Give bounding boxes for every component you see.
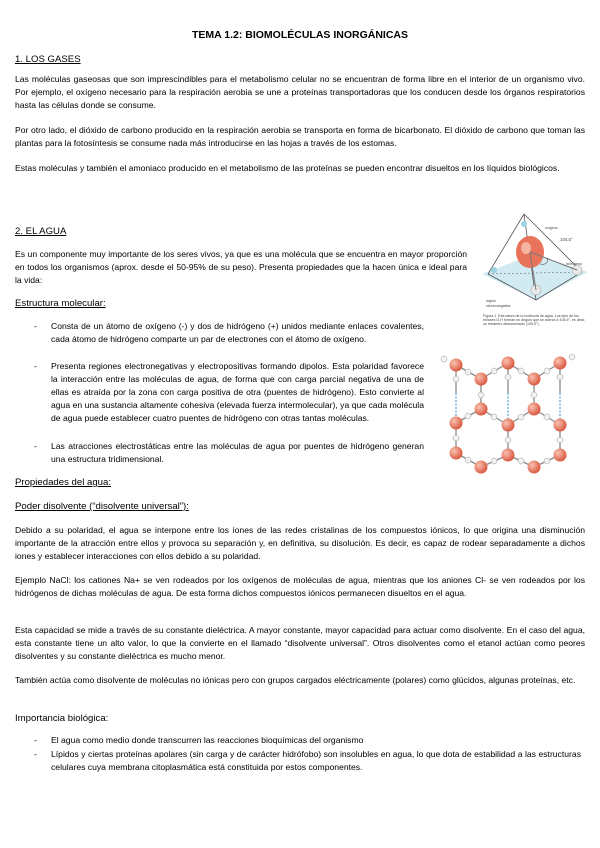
- list-bullet: -: [34, 321, 37, 331]
- list-bullet: -: [34, 441, 37, 451]
- estructura-item-1: Consta de un átomo de oxígeno (-) y dos de hidrógeno (+) unidos mediante enlaces covalentes, cada átomo de hidrógeno comparte un par de electrones con el átomo de oxígeno.: [51, 321, 424, 344]
- poder-paragraph-4: También actúa como disolvente de moléculas no iónicas pero con grupos cargados eléctricamente (polares) como glúcidos, algunas proteínas, etc.: [15, 675, 576, 685]
- estructura-item-2: Presenta regiones electronegativas y electropositivas formando dipolos. Esta polaridad favorece la interacción entre las moléculas de agua, de forma que con carga parcial negativa de una de ellas es atraída por la zona con carga positiva de otra (puentes de hidrógeno). Esto convierte al agua en una sustancia altamente cohesiva (elevada fuerza intermolecular), ya que cada molécula de agua puede establecer cuatro puentes de hidrógeno con otras tantas moléculas.: [51, 361, 424, 423]
- ice-lattice-figure: [436, 345, 588, 477]
- importancia-item-2: Lípidos y ciertas proteínas apolares (sin carga y de carácter hidrófobo) son insolubles en agua, lo que dota de estabilidad a las estructuras celulares cuya membrana citoplasmática está constituida por estos componentes.: [51, 749, 581, 772]
- water-molecule-tetrahedron-figure: [482, 212, 590, 302]
- estructura-heading: Estructura molecular:: [15, 298, 106, 309]
- list-bullet: -: [34, 735, 37, 745]
- hydrogen-label: hidrógeno: [566, 262, 582, 266]
- angle-label: 104,5°: [560, 237, 573, 242]
- importancia-item-1: El agua como medio donde transcurren las reacciones bioquímicas del organismo: [51, 735, 364, 745]
- region-label-1: región: [486, 299, 496, 303]
- gases-paragraph-1: Las moléculas gaseosas que son imprescindibles para el metabolismo celular no se encuentran de forma libre en el interior de un organismo vivo. Por ejemplo, el oxígeno necesario para la respiración aerobia se une a proteínas transportadoras que los conducen desde los órganos respiratorios hasta las células donde se consume.: [15, 74, 585, 110]
- region-label-2: electronegativa: [486, 304, 511, 308]
- list-bullet: -: [34, 361, 37, 371]
- section-heading-gases: 1. LOS GASES: [15, 54, 81, 65]
- estructura-item-3: Las atracciones electrostáticas entre las moléculas de agua por puentes de hidrógeno generan una estructura tridimensional.: [51, 441, 424, 464]
- importancia-heading: Importancia biológica:: [15, 713, 109, 724]
- agua-intro: Es un componente muy importante de los seres vivos, ya que es una molécula que se encuentra en mayor proporción en todos los organismos (aprox. desde el 50-95% de su peso). Presenta propiedades que la hacen única e ideal para la vida:: [15, 249, 467, 285]
- gases-paragraph-3: Estas moléculas y también el amoniaco producido en el metabolismo de las proteínas se pueden encontrar disueltos en los líquidos biológicos.: [15, 163, 560, 173]
- list-bullet: -: [34, 749, 37, 759]
- page-title: TEMA 1.2: BIOMOLÉCULAS INORGÁNICAS: [191, 29, 409, 41]
- gases-paragraph-2: Por otro lado, el dióxido de carbono producido en la respiración aerobia se transporta en forma de bicarbonato. El dióxido de carbono que toman las plantas para la fotosíntesis se consume nada más introducirse en las hojas a través de los estomas.: [15, 125, 585, 148]
- section-heading-agua: 2. EL AGUA: [15, 226, 67, 237]
- figure-caption: Figura 1. Estructura de la molécula de agua. Los ejes de los enlaces O-H forman un ángulo que se acerca a 104,5°, es decir, un tetraedro distorsionado (109,5°).: [483, 314, 586, 327]
- poder-paragraph-2: Ejemplo NaCl: los cationes Na+ se ven rodeados por los oxígenos de moléculas de agua, mientras que los aniones Cl- se ven rodeados por los hidrógenos de dichas moléculas de agua. De esta forma dichos compuestos iónicos permanecen disueltos en el agua.: [15, 575, 585, 598]
- propiedades-heading: Propiedades del agua:: [15, 477, 112, 488]
- poder-disolvente-heading: Poder disolvente (“disolvente universal”):: [15, 501, 189, 512]
- poder-paragraph-3: Esta capacidad se mide a través de su constante dieléctrica. A mayor constante, mayor capacidad para actuar como disolvente. En el caso del agua, esta constante tiene un alto valor, lo que la convierte en el llamado “disolvente universal”. Otros disolventes como el etanol actúan como peores disolventes y su constante dieléctrica es mucho menor.: [15, 625, 585, 661]
- oxygen-label: oxígeno: [545, 226, 558, 230]
- poder-paragraph-1: Debido a su polaridad, el agua se interpone entre los iones de las redes cristalinas de los compuestos iónicos, lo que origina una disminución importante de la atracción entre ellos y provoca su separación y, en definitiva, su disolución. Es decir, es capaz de rodear separadamente a dichos iones y establecer interacciones con ellos debido a su polaridad.: [15, 525, 585, 561]
